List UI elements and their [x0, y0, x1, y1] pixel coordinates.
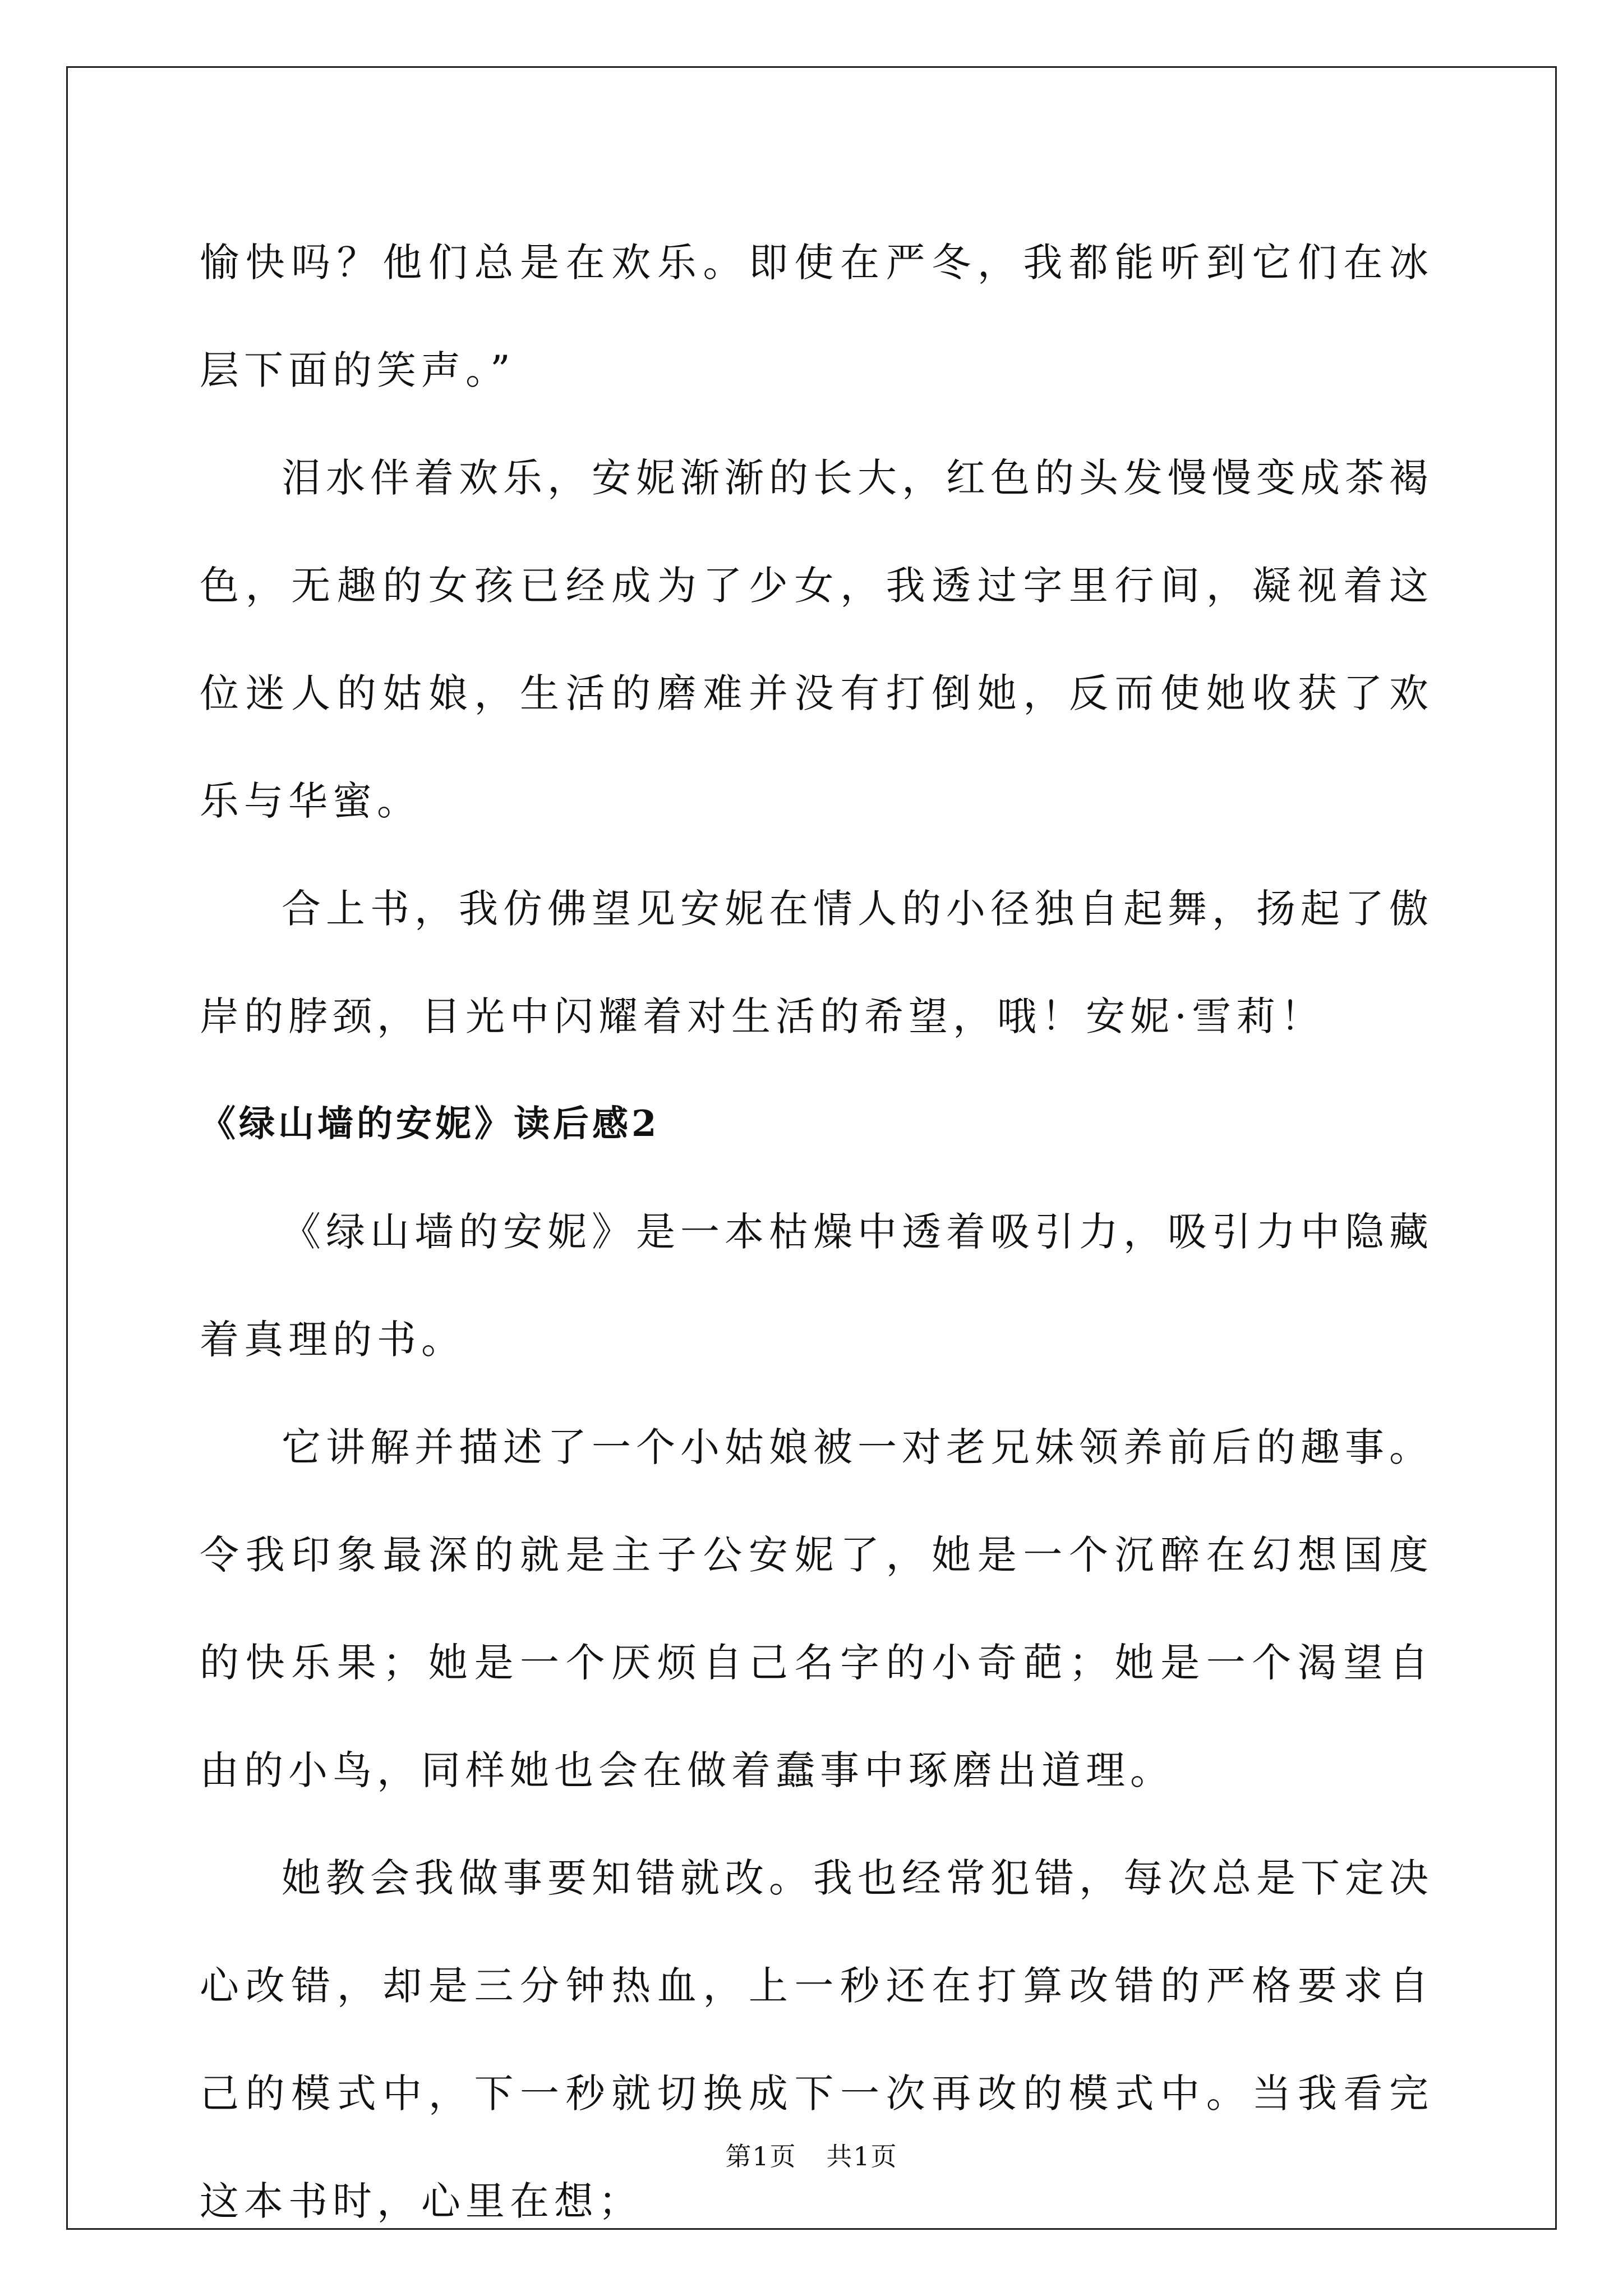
paragraph-3: 合上书，我仿佛望见安妮在情人的小径独自起舞，扬起了傲岸的脖颈，目光中闪耀着对生活的希望，哦！安妮·雪莉！	[200, 886, 1433, 1039]
paragraph-4: 《绿山墙的安妮》是一本枯燥中透着吸引力，吸引力中隐藏着真理的书。	[200, 1209, 1433, 1363]
paragraph-1: 愉快吗？他们总是在欢乐。即使在严冬，我都能听到它们在冰层下面的笑声。”	[200, 240, 1433, 393]
section-heading: 《绿山墙的安妮》读后感2	[200, 1103, 660, 1145]
document-body	[200, 209, 1433, 2255]
page-total: 共1页	[826, 2141, 898, 2171]
paragraph-6: 她教会我做事要知错就改。我也经常犯错，每次总是下定决心改错，却是三分钟热血，上一秒还在打算改错的严格要求自己的模式中，下一秒就切换成下一次再改的模式中。当我看完这本书时，心里在想；	[200, 1855, 1433, 2224]
paragraph-2: 泪水伴着欢乐，安妮渐渐的长大，红色的头发慢慢变成茶褐色，无趣的女孩已经成为了少女，我透过字里行间，凝视着这位迷人的姑娘，生活的磨难并没有打倒她，反而使她收获了欢乐与华蜜。	[200, 455, 1433, 824]
page-footer	[0, 2136, 1623, 2173]
paragraph-5: 它讲解并描述了一个小姑娘被一对老兄妹领养前后的趣事。令我印象最深的就是主子公安妮了，她是一个沉醉在幻想国度的快乐果；她是一个厌烦自己名字的小奇葩；她是一个渴望自由的小鸟，同样她也会在做着蠢事中琢磨出道理。	[200, 1424, 1433, 1793]
page-number: 第1页	[725, 2141, 797, 2171]
